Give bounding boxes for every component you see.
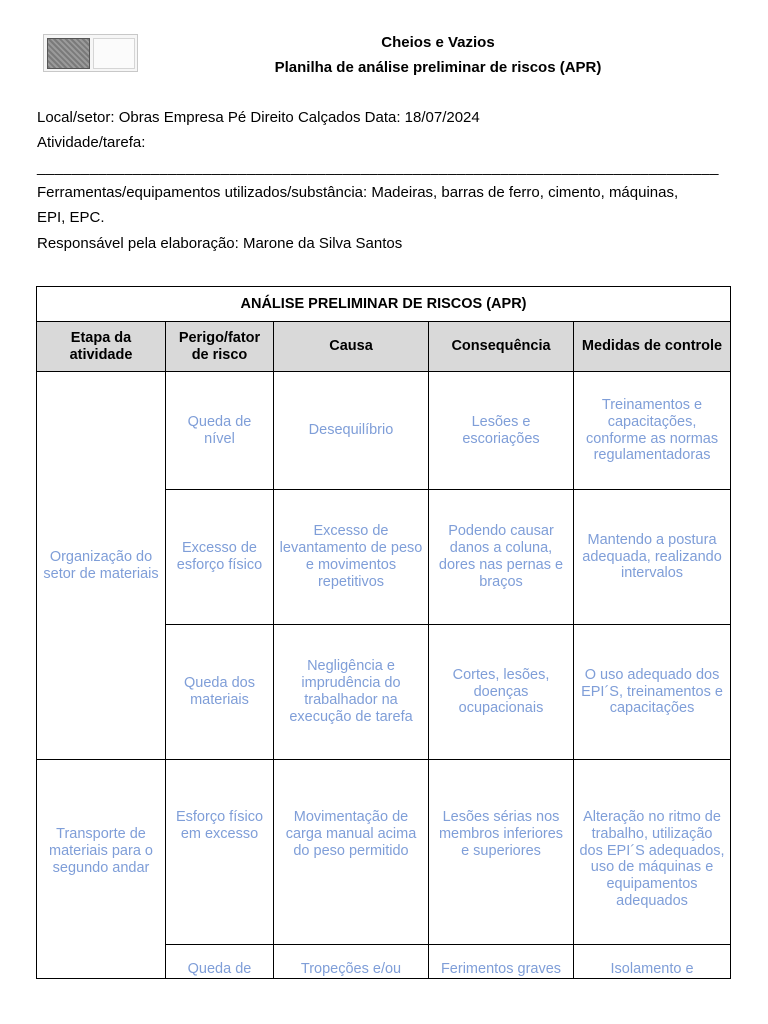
perigo-cell: Excesso de esforço físico xyxy=(166,490,274,625)
table-title: ANÁLISE PRELIMINAR DE RISCOS (APR) xyxy=(37,287,731,322)
table-row xyxy=(37,372,731,490)
responsavel-line: Responsável pela elaboração: Marone da Silva Santos xyxy=(37,235,403,252)
consequencia-cell: Ferimentos graves xyxy=(429,945,574,979)
company-name: Cheios e Vazios xyxy=(381,34,495,51)
consequencia-cell: Lesões sérias nos membros inferiores e superiores xyxy=(429,760,574,945)
causa-cell: Movimentação de carga manual acima do peso permitido xyxy=(274,760,429,945)
causa-cell: Tropeções e/ou xyxy=(274,945,429,979)
causa-cell: Negligência e imprudência do trabalhador na execução de tarefa xyxy=(274,625,429,760)
header-medidas: Medidas de controle xyxy=(574,322,731,372)
table-header-row xyxy=(37,322,731,372)
medidas-cell: Mantendo a postura adequada, realizando intervalos xyxy=(574,490,731,625)
table-title-row xyxy=(37,287,731,322)
etapa-cell: Organização do setor de materiais xyxy=(37,372,166,760)
perigo-cell: Queda de nível xyxy=(166,372,274,490)
medidas-cell: O uso adequado dos EPI´S, treinamentos e capacitações xyxy=(574,625,731,760)
causa-cell: Excesso de levantamento de peso e movimentos repetitivos xyxy=(274,490,429,625)
local-setor-line: Local/setor: Obras Empresa Pé Direito Calçados Data: 18/07/2024 xyxy=(37,109,480,126)
consequencia-cell: Cortes, lesões, doenças ocupacionais xyxy=(429,625,574,760)
medidas-cell: Alteração no ritmo de trabalho, utilização dos EPI´S adequados, uso de máquinas e equipamentos adequados xyxy=(574,760,731,945)
document-title: Planilha de análise preliminar de riscos (APR) xyxy=(274,59,602,76)
table-row xyxy=(37,760,731,945)
logo-light-block xyxy=(93,38,135,69)
consequencia-cell: Lesões e escoriações xyxy=(429,372,574,490)
perigo-cell: Esforço físico em excesso xyxy=(166,760,274,945)
company-logo xyxy=(43,34,138,72)
header-etapa: Etapa da atividade xyxy=(37,322,166,372)
logo-dark-block xyxy=(47,38,90,69)
ferramentas-line-2: EPI, EPC. xyxy=(37,209,105,226)
causa-cell: Desequilíbrio xyxy=(274,372,429,490)
medidas-cell: Isolamento e xyxy=(574,945,731,979)
medidas-cell: Treinamentos e capacitações, conforme as normas regulamentadoras xyxy=(574,372,731,490)
perigo-cell: Queda dos materiais xyxy=(166,625,274,760)
underline-rule: ______________________________________________________________________________ xyxy=(37,159,719,176)
etapa-cell: Transporte de materiais para o segundo andar xyxy=(37,760,166,979)
atividade-line: Atividade/tarefa: xyxy=(37,134,146,151)
header-perigo: Perigo/fator de risco xyxy=(166,322,274,372)
perigo-cell: Queda de xyxy=(166,945,274,979)
consequencia-cell: Podendo causar danos a coluna, dores nas pernas e braços xyxy=(429,490,574,625)
header-consequencia: Consequência xyxy=(429,322,574,372)
ferramentas-line-1: Ferramentas/equipamentos utilizados/substância: Madeiras, barras de ferro, cimento, máquinas, xyxy=(37,184,679,201)
apr-table xyxy=(36,286,731,979)
header-causa: Causa xyxy=(274,322,429,372)
